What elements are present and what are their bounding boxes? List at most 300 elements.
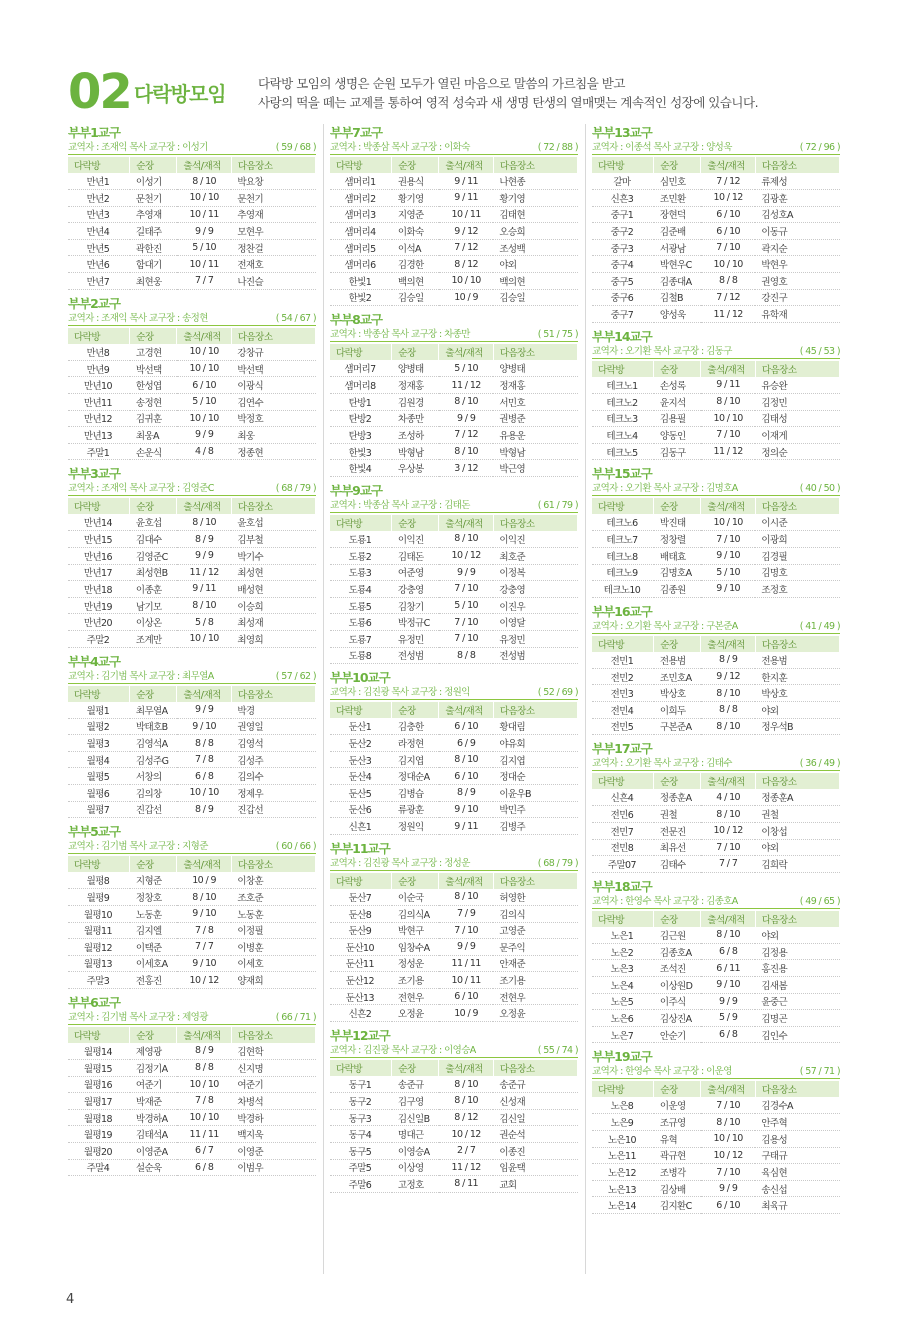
next-place-cell: 차병석	[231, 1093, 315, 1110]
table-row	[330, 206, 578, 223]
leader-cell: 김준배	[654, 223, 701, 240]
attendance-cell: 9 / 9	[177, 702, 231, 719]
attendance-cell: 7 / 8	[177, 751, 231, 768]
column-header: 다음장소	[493, 157, 577, 173]
leader-cell: 이주식	[654, 993, 701, 1010]
table-header-row	[592, 773, 840, 789]
next-place-cell: 윤호섭	[231, 514, 315, 531]
group-name-cell: 월평12	[68, 939, 130, 956]
group-name-cell: 동구4	[330, 1126, 392, 1143]
attendance-cell: 8 / 9	[177, 1043, 231, 1060]
group-name-cell: 샘머리1	[330, 173, 392, 190]
leader-cell: 김종원	[654, 581, 701, 598]
attendance-cell: 10 / 9	[439, 1005, 493, 1022]
group-name-cell: 월평8	[68, 872, 130, 889]
district-group	[330, 840, 578, 1022]
attendance-cell: 7 / 10	[701, 1097, 755, 1114]
leader-cell: 최웅A	[130, 427, 177, 444]
column-header: 출석/재적	[439, 702, 493, 718]
page-header	[68, 64, 868, 120]
attendance-cell: 8 / 10	[439, 443, 493, 460]
attendance-cell: 8 / 10	[701, 1114, 755, 1131]
table-row	[592, 410, 840, 427]
attendance-cell: 10 / 10	[701, 256, 755, 273]
next-place-cell: 야외	[755, 839, 839, 856]
leader-cell: 전홍진	[130, 972, 177, 989]
table-header-row	[592, 157, 840, 173]
table-row	[592, 839, 840, 856]
attendance-cell: 8 / 10	[701, 806, 755, 823]
next-place-cell: 김용성	[755, 1131, 839, 1148]
table-row	[68, 427, 316, 444]
table-row	[330, 1159, 578, 1176]
column-2	[330, 124, 578, 1198]
next-place-cell: 신지명	[231, 1059, 315, 1076]
column-header: 다음장소	[493, 515, 577, 531]
group-name-cell: 도룡1	[330, 531, 392, 548]
group-name-cell: 중구1	[592, 206, 654, 223]
leader-cell: 김성주G	[130, 751, 177, 768]
group-name-cell: 도룡6	[330, 614, 392, 631]
attendance-ratio: ( 72 / 96 )	[799, 142, 840, 153]
table-row	[68, 410, 316, 427]
column-header: 다음장소	[231, 328, 315, 344]
attendance-cell: 10 / 10	[177, 1076, 231, 1093]
table-header-row	[330, 157, 578, 173]
attendance-cell: 10 / 12	[701, 822, 755, 839]
attendance-cell: 7 / 10	[701, 531, 755, 548]
attendance-cell: 9 / 11	[439, 190, 493, 207]
group-name-cell: 노은14	[592, 1197, 654, 1214]
leader-cell: 노동훈	[130, 905, 177, 922]
leader-cell: 김승일	[392, 289, 439, 306]
leader-cell: 함대기	[130, 256, 177, 273]
district-table	[68, 856, 316, 989]
leader-cell: 이희두	[654, 702, 701, 719]
table-row	[68, 1059, 316, 1076]
leader-cell: 이세호A	[130, 955, 177, 972]
column-3	[592, 124, 840, 1219]
attendance-cell: 10 / 10	[177, 190, 231, 207]
table-row	[592, 702, 840, 719]
pastor-leader-text: 교역자 : 오기환 목사 교구장 : 구본준A	[592, 620, 738, 632]
table-row	[592, 1197, 840, 1214]
attendance-cell: 7 / 10	[701, 1164, 755, 1181]
attendance-cell: 7 / 10	[439, 630, 493, 647]
leader-cell: 차종만	[392, 410, 439, 427]
group-name-cell: 주말3	[68, 972, 130, 989]
pastor-leader-text: 교역자 : 오기환 목사 교구장 : 김동구	[592, 345, 732, 357]
table-header-row	[330, 702, 578, 718]
column-1	[68, 124, 316, 1181]
attendance-cell: 8 / 10	[439, 393, 493, 410]
attendance-cell: 8 / 10	[439, 1076, 493, 1093]
next-place-cell: 김연수	[231, 393, 315, 410]
next-place-cell: 전용범	[755, 652, 839, 669]
table-row	[592, 514, 840, 531]
table-row	[330, 768, 578, 785]
table-row	[592, 393, 840, 410]
column-header: 출석/재적	[701, 498, 755, 514]
table-row	[330, 922, 578, 939]
table-row	[592, 443, 840, 460]
district-title: 부부9교구	[330, 482, 382, 498]
table-row	[68, 735, 316, 752]
group-name-cell: 월평11	[68, 922, 130, 939]
column-header: 순장	[654, 361, 701, 377]
group-name-cell: 만년6	[68, 256, 130, 273]
next-place-cell: 강충영	[493, 581, 577, 598]
table-row	[330, 988, 578, 1005]
next-place-cell: 김인수	[755, 1026, 839, 1043]
attendance-cell: 11 / 12	[177, 564, 231, 581]
table-row	[68, 273, 316, 290]
next-place-cell: 박정호	[231, 410, 315, 427]
pastor-leader-text: 교역자 : 이종석 목사 교구장 : 양성욱	[592, 142, 732, 153]
attendance-cell: 9 / 9	[177, 548, 231, 565]
attendance-cell: 8 / 10	[177, 889, 231, 906]
column-header: 다락방	[330, 873, 392, 889]
group-name-cell: 둔산2	[330, 735, 392, 752]
table-row	[592, 856, 840, 873]
district-table	[330, 344, 578, 477]
table-row	[592, 822, 840, 839]
attendance-cell: 9 / 9	[177, 427, 231, 444]
column-header: 출석/재적	[439, 344, 493, 360]
next-place-cell: 이재게	[755, 427, 839, 444]
table-row	[68, 564, 316, 581]
group-name-cell: 월평19	[68, 1126, 130, 1143]
group-name-cell: 만년16	[68, 548, 130, 565]
next-place-cell: 홍진용	[755, 960, 839, 977]
district-group	[68, 124, 316, 290]
column-header: 출석/재적	[701, 636, 755, 652]
attendance-ratio: ( 45 / 53 )	[799, 345, 840, 357]
next-place-cell: 고영준	[493, 922, 577, 939]
next-place-cell: 박현우	[755, 256, 839, 273]
leader-cell: 설순욱	[130, 1159, 177, 1176]
leader-cell: 김지환C	[654, 1197, 701, 1214]
column-header: 출석/재적	[439, 157, 493, 173]
next-place-cell: 교회	[493, 1176, 577, 1193]
leader-cell: 김귀훈	[130, 410, 177, 427]
next-place-cell: 이광식	[231, 377, 315, 394]
column-header: 출석/재적	[701, 361, 755, 377]
table-row	[592, 1180, 840, 1197]
group-name-cell: 월평10	[68, 905, 130, 922]
next-place-cell: 이광희	[755, 531, 839, 548]
table-row	[592, 685, 840, 702]
column-header: 다음장소	[231, 1027, 315, 1043]
district-title: 부부14교구	[592, 328, 652, 344]
column-header: 출석/재적	[439, 1060, 493, 1076]
group-name-cell: 월평5	[68, 768, 130, 785]
district-info	[592, 620, 840, 634]
leader-cell: 이영승A	[392, 1142, 439, 1159]
leader-cell: 곽규현	[654, 1147, 701, 1164]
next-place-cell: 김부철	[231, 531, 315, 548]
table-row	[68, 1126, 316, 1143]
attendance-ratio: ( 55 / 74 )	[537, 1045, 578, 1057]
table-row	[330, 939, 578, 956]
next-place-cell: 정의순	[755, 443, 839, 460]
leader-cell: 서광남	[654, 239, 701, 256]
leader-cell: 최성현B	[130, 564, 177, 581]
leader-cell: 김지엽	[392, 751, 439, 768]
column-header: 순장	[130, 856, 177, 872]
group-name-cell: 도룡3	[330, 564, 392, 581]
table-row	[330, 460, 578, 477]
district-group	[68, 295, 316, 461]
next-place-cell: 강진구	[755, 289, 839, 306]
column-header: 다락방	[592, 911, 654, 927]
leader-cell: 박정규C	[392, 614, 439, 631]
table-row	[330, 256, 578, 273]
next-place-cell: 양병태	[493, 360, 577, 377]
table-row	[330, 647, 578, 664]
attendance-cell: 6 / 8	[177, 768, 231, 785]
next-place-cell: 김의수	[231, 768, 315, 785]
table-row	[592, 173, 840, 190]
attendance-cell: 6 / 10	[701, 223, 755, 240]
leader-cell: 조민환	[654, 190, 701, 207]
column-header: 순장	[392, 702, 439, 718]
group-name-cell: 중구6	[592, 289, 654, 306]
leader-cell: 장현덕	[654, 206, 701, 223]
table-row	[592, 306, 840, 323]
group-name-cell: 테크노5	[592, 443, 654, 460]
table-row	[68, 768, 316, 785]
next-place-cell: 정우석B	[755, 718, 839, 735]
table-row	[68, 1076, 316, 1093]
attendance-cell: 9 / 10	[701, 581, 755, 598]
column-header: 다락방	[592, 361, 654, 377]
attendance-ratio: ( 57 / 62 )	[275, 670, 316, 682]
table-row	[330, 1093, 578, 1110]
attendance-cell: 10 / 9	[177, 872, 231, 889]
leader-cell: 우상봉	[392, 460, 439, 477]
column-header: 다락방	[330, 515, 392, 531]
attendance-cell: 9 / 11	[701, 377, 755, 394]
attendance-cell: 10 / 12	[701, 1147, 755, 1164]
attendance-cell: 8 / 10	[439, 751, 493, 768]
leader-cell: 전성범	[392, 647, 439, 664]
district-info	[68, 141, 316, 155]
group-name-cell: 테크노4	[592, 427, 654, 444]
leader-cell: 박재준	[130, 1093, 177, 1110]
column-header: 순장	[392, 515, 439, 531]
group-name-cell: 월평17	[68, 1093, 130, 1110]
leader-cell: 이운영	[654, 1097, 701, 1114]
attendance-cell: 7 / 9	[439, 905, 493, 922]
next-place-cell: 이영달	[493, 614, 577, 631]
group-name-cell: 탄방1	[330, 393, 392, 410]
attendance-cell: 5 / 8	[177, 614, 231, 631]
column-header: 순장	[392, 157, 439, 173]
group-name-cell: 테크노9	[592, 564, 654, 581]
table-row	[592, 1131, 840, 1148]
leader-cell: 김구영	[392, 1093, 439, 1110]
intro-line-2: 사랑의 떡을 떼는 교제를 통하여 영적 성숙과 새 생명 탄생의 열매맺는 계속적인 성장에 있습니다.	[258, 95, 759, 110]
group-name-cell: 노은9	[592, 1114, 654, 1131]
attendance-cell: 8 / 10	[701, 685, 755, 702]
leader-cell: 김정기A	[130, 1059, 177, 1076]
group-name-cell: 테크노7	[592, 531, 654, 548]
attendance-cell: 7 / 12	[701, 173, 755, 190]
attendance-cell: 11 / 11	[177, 1126, 231, 1143]
next-place-cell: 유용운	[493, 427, 577, 444]
table-row	[330, 1176, 578, 1193]
group-name-cell: 한빛3	[330, 443, 392, 460]
group-name-cell: 둔산11	[330, 955, 392, 972]
attendance-cell: 9 / 9	[439, 564, 493, 581]
attendance-cell: 10 / 10	[701, 1131, 755, 1148]
column-header: 다음장소	[755, 157, 839, 173]
next-place-cell: 김명곤	[755, 1010, 839, 1027]
group-name-cell: 중구2	[592, 223, 654, 240]
group-name-cell: 만년11	[68, 393, 130, 410]
table-row	[330, 443, 578, 460]
group-name-cell: 만년17	[68, 564, 130, 581]
column-header: 다음장소	[755, 1081, 839, 1097]
attendance-cell: 10 / 10	[701, 514, 755, 531]
next-place-cell: 백지욱	[231, 1126, 315, 1143]
column-header: 출석/재적	[177, 498, 231, 514]
leader-cell: 조기용	[392, 972, 439, 989]
column-header: 출석/재적	[177, 856, 231, 872]
leader-cell: 이성기	[130, 173, 177, 190]
group-name-cell: 테크노3	[592, 410, 654, 427]
table-row	[592, 927, 840, 944]
group-name-cell: 도룡2	[330, 548, 392, 565]
district-group	[592, 878, 840, 1044]
leader-cell: 김상진A	[654, 1010, 701, 1027]
leader-cell: 고경현	[130, 344, 177, 361]
next-place-cell: 정찬걸	[231, 239, 315, 256]
table-row	[592, 190, 840, 207]
table-row	[330, 614, 578, 631]
table-row	[68, 206, 316, 223]
table-row	[68, 597, 316, 614]
next-place-cell: 신성재	[493, 1093, 577, 1110]
district-title: 부부12교구	[330, 1028, 390, 1044]
attendance-cell: 10 / 12	[701, 190, 755, 207]
table-row	[592, 427, 840, 444]
table-row	[592, 1026, 840, 1043]
next-place-cell: 최웅	[231, 427, 315, 444]
attendance-cell: 8 / 11	[439, 1176, 493, 1193]
column-header: 다음장소	[231, 856, 315, 872]
next-place-cell: 이시준	[755, 514, 839, 531]
leader-cell: 황기영	[392, 190, 439, 207]
district-info	[592, 345, 840, 359]
attendance-cell: 11 / 12	[701, 306, 755, 323]
table-row	[68, 548, 316, 565]
next-place-cell: 이병훈	[231, 939, 315, 956]
attendance-cell: 10 / 11	[439, 972, 493, 989]
next-place-cell: 최성재	[231, 614, 315, 631]
column-header: 다락방	[592, 1081, 654, 1097]
pastor-leader-text: 교역자 : 박종삼 목사 교구장 : 이화숙	[330, 142, 470, 153]
group-name-cell: 주말5	[330, 1159, 392, 1176]
group-name-cell: 월평1	[68, 702, 130, 719]
column-header: 순장	[130, 498, 177, 514]
column-header: 다음장소	[493, 702, 577, 718]
group-name-cell: 신흔4	[592, 789, 654, 806]
next-place-cell: 정재홍	[493, 377, 577, 394]
section-number: 02	[68, 64, 131, 120]
attendance-cell: 10 / 12	[439, 548, 493, 565]
attendance-ratio: ( 41 / 49 )	[799, 620, 840, 632]
column-header: 다음장소	[231, 157, 315, 173]
next-place-cell: 서민호	[493, 393, 577, 410]
column-header: 다락방	[330, 157, 392, 173]
leader-cell: 이택준	[130, 939, 177, 956]
next-place-cell: 야외	[755, 927, 839, 944]
attendance-cell: 8 / 10	[439, 531, 493, 548]
pastor-leader-text: 교역자 : 오기환 목사 교구장 : 김명호A	[592, 483, 738, 495]
district-group	[330, 311, 578, 477]
table-header-row	[68, 1027, 316, 1043]
district-group	[68, 465, 316, 647]
district-table	[592, 361, 840, 460]
attendance-cell: 8 / 8	[439, 647, 493, 664]
table-row	[68, 939, 316, 956]
group-name-cell: 테크노2	[592, 393, 654, 410]
column-header: 순장	[130, 1027, 177, 1043]
group-name-cell: 갈마	[592, 173, 654, 190]
next-place-cell: 송준규	[493, 1076, 577, 1093]
group-name-cell: 노은6	[592, 1010, 654, 1027]
group-name-cell: 전민4	[592, 702, 654, 719]
table-row	[68, 751, 316, 768]
attendance-cell: 9 / 10	[701, 977, 755, 994]
pastor-leader-text: 교역자 : 김진광 목사 교구장 : 이영승A	[330, 1045, 476, 1057]
next-place-cell: 문천기	[231, 190, 315, 207]
column-header: 순장	[392, 873, 439, 889]
attendance-cell: 10 / 10	[177, 630, 231, 647]
group-name-cell: 샘머리6	[330, 256, 392, 273]
table-row	[330, 564, 578, 581]
next-place-cell: 여준기	[231, 1076, 315, 1093]
district-group	[330, 1027, 578, 1193]
attendance-cell: 8 / 9	[177, 531, 231, 548]
next-place-cell: 권병준	[493, 410, 577, 427]
leader-cell: 김종호A	[654, 943, 701, 960]
district-table	[68, 1027, 316, 1176]
district-title: 부부15교구	[592, 466, 652, 482]
next-place-cell: 전현우	[493, 988, 577, 1005]
table-header-row	[68, 328, 316, 344]
group-name-cell: 한빛2	[330, 289, 392, 306]
table-header-row	[592, 1081, 840, 1097]
attendance-cell: 7 / 7	[701, 856, 755, 873]
group-name-cell: 도룡8	[330, 647, 392, 664]
next-place-cell: 이진우	[493, 597, 577, 614]
next-place-cell: 박민주	[493, 801, 577, 818]
group-name-cell: 만년13	[68, 427, 130, 444]
group-name-cell: 전민7	[592, 822, 654, 839]
leader-cell: 김영석A	[130, 735, 177, 752]
attendance-cell: 10 / 10	[177, 360, 231, 377]
group-name-cell: 노은10	[592, 1131, 654, 1148]
attendance-cell: 8 / 10	[701, 393, 755, 410]
attendance-cell: 6 / 11	[701, 960, 755, 977]
table-row	[68, 531, 316, 548]
leader-cell: 곽한진	[130, 239, 177, 256]
table-header-row	[68, 498, 316, 514]
district-title: 부부7교구	[330, 125, 382, 140]
